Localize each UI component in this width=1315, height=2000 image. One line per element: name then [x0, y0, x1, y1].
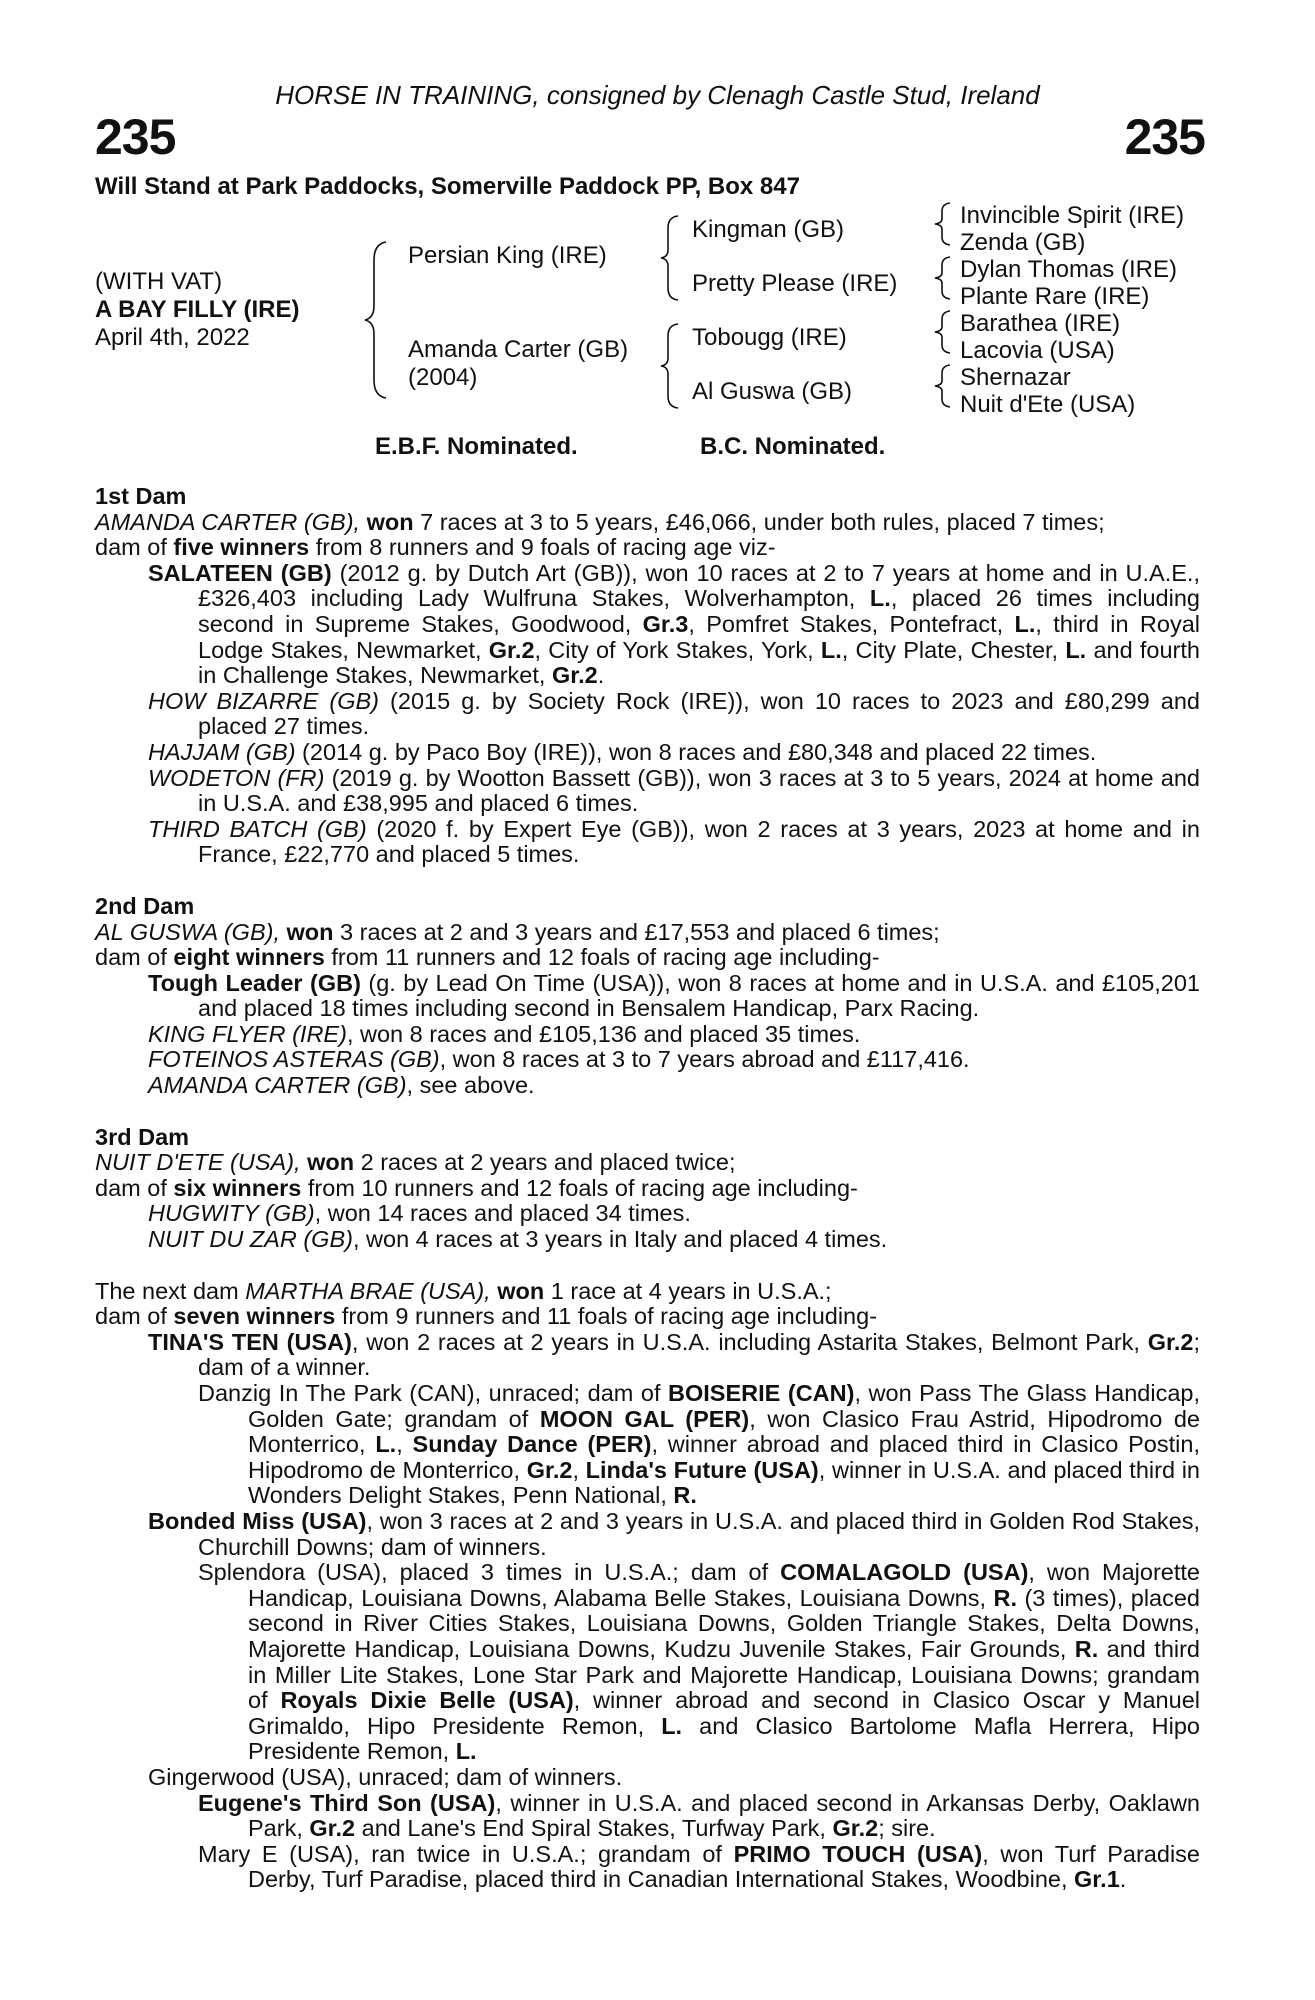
amanda-see-above: AMANDA CARTER (GB), see above.	[148, 1072, 535, 1099]
next-dam-line2: dam of seven winners from 9 runners and 11 foals of racing age including-	[95, 1303, 878, 1330]
pedigree-brace-sire	[658, 214, 682, 302]
ebf-nominated: E.B.F. Nominated.	[375, 433, 578, 460]
first-dam-line2: dam of five winners from 8 runners and 9 foals of racing age viz-	[95, 534, 776, 561]
mary-e-entry: Mary E (USA), ran twice in U.S.A.; grandam of PRIMO TOUCH (USA), won Turf Paradise Derby, Turf Paradise, placed third in Canadian International Stakes, Woodbine, Gr.1.	[198, 1840, 1200, 1893]
danzig-entry: Danzig In The Park (CAN), unraced; dam of BOISERIE (CAN), won Pass The Glass Handicap, Golden Gate; grandam of MOON GAL (PER), won Clasico Frau Astrid, Hipodromo de Monterrico, L., Sunday Dance (PER), winner abroad and placed third in Clasico Postin, Hipodromo de Monterrico, Gr.2, Linda's Future (USA), winner in U.S.A. and placed third in Wonders Delight Stakes, Penn National, R.	[198, 1380, 1201, 1509]
lot-number-right: 235	[1124, 109, 1205, 165]
wodeton-entry: WODETON (FR) (2019 g. by Wootton Bassett (GB)), won 3 races at 3 to 5 years, 2024 at home and in U.S.A. and £38,995 and placed 6 times.	[148, 764, 1200, 817]
pedigree-brace-sd	[932, 255, 954, 301]
next-dam-line1: The next dam MARTHA BRAE (USA), won 1 race at 4 years in U.S.A.;	[95, 1277, 832, 1304]
pedigree-brace-dam	[658, 322, 682, 410]
vat-note: (WITH VAT)	[95, 268, 223, 295]
dam: Amanda Carter (GB)	[408, 336, 629, 363]
sds: Dylan Thomas (IRE)	[960, 256, 1177, 283]
ddd: Nuit d'Ete (USA)	[960, 391, 1136, 418]
sdd: Plante Rare (IRE)	[960, 283, 1150, 310]
stand-location: Will Stand at Park Paddocks, Somerville Paddock PP, Box 847	[95, 173, 800, 200]
second-dam-heading: 2nd Dam	[95, 892, 195, 919]
consignor-title: HORSE IN TRAINING, consigned by Clenagh Castle Stud, Ireland	[275, 80, 1040, 110]
hugwity-entry: HUGWITY (GB), won 14 races and placed 34 times.	[148, 1200, 691, 1227]
tough-leader-entry: Tough Leader (GB) (g. by Lead On Time (USA)), won 8 races at home and in U.S.A. and £105,201 and placed 18 times including second in Bensalem Handicap, Parx Racing.	[148, 969, 1200, 1022]
eugene-entry: Eugene's Third Son (USA), winner in U.S.A. and placed second in Arkansas Derby, Oaklawn Park, Gr.2 and Lane's End Spiral Stakes, Turfway Park, Gr.2; sire.	[198, 1789, 1200, 1842]
nuit-du-zar-entry: NUIT DU ZAR (GB), won 4 races at 3 years in Italy and placed 4 times.	[148, 1226, 888, 1253]
sss: Invincible Spirit (IRE)	[960, 202, 1185, 229]
gingerwood-entry: Gingerwood (USA), unraced; dam of winners.	[148, 1763, 623, 1790]
lot-number-left: 235	[95, 109, 176, 165]
dss: Barathea (IRE)	[960, 310, 1121, 337]
dsd: Lacovia (USA)	[960, 337, 1115, 364]
horse-name: A BAY FILLY (IRE)	[95, 296, 300, 323]
dam-dam: Al Guswa (GB)	[692, 378, 853, 405]
second-dam-line2: dam of eight winners from 11 runners and 12 foals of racing age including-	[95, 944, 880, 971]
ssd: Zenda (GB)	[960, 229, 1086, 256]
pedigree-brace-ds	[932, 309, 954, 355]
sire-sire: Kingman (GB)	[692, 216, 845, 243]
salateen-entry: SALATEEN (GB) (2012 g. by Dutch Art (GB)), won 10 races at 2 to 7 years at home and in U.A.E., £326,403 including Lady Wulfruna Stakes, Wolverhampton, L., placed 26 times including second in Supreme Stakes, Goodwood, Gr.3, Pomfret Stakes, Pontefract, L., third in Royal Lodge Stakes, Newmarket, Gr.2, City of York Stakes, York, L., City Plate, Chester, L. and fourth in Challenge Stakes, Newmarket, Gr.2.	[148, 559, 1201, 689]
splendora-entry: Splendora (USA), placed 3 times in U.S.A.; dam of COMALAGOLD (USA), won Majorette Handicap, Louisiana Downs, Alabama Belle Stakes, Louisiana Downs, R. (3 times), placed second in River Cities Stakes, Louisiana Downs, Golden Triangle Stakes, Delta Downs, Majorette Handicap, Louisiana Downs, Kudzu Juvenile Stakes, Fair Grounds, R. and third in Miller Lite Stakes, Lone Star Park and Majorette Handicap, Louisiana Downs; grandam of Royals Dixie Belle (USA), winner abroad and second in Clasico Oscar y Manuel Grimaldo, Hipo Presidente Remon, L. and Clasico Bartolome Mafla Herrera, Hipo Presidente Remon, L.	[198, 1559, 1201, 1765]
dam-sire: Tobougg (IRE)	[692, 324, 847, 351]
foteinos-entry: FOTEINOS ASTERAS (GB), won 8 races at 3 to 7 years abroad and £117,416.	[148, 1046, 970, 1073]
bc-nominated: B.C. Nominated.	[700, 433, 886, 460]
pedigree-brace-ss	[932, 201, 954, 247]
dds: Shernazar	[960, 364, 1071, 391]
king-flyer-entry: KING FLYER (IRE), won 8 races and £105,136 and placed 35 times.	[148, 1020, 861, 1047]
sire: Persian King (IRE)	[408, 242, 607, 269]
pedigree-brace-dd	[932, 363, 954, 409]
tinas-ten-entry: TINA'S TEN (USA), won 2 races at 2 years in U.S.A. including Astarita Stakes, Belmont Park, Gr.2; dam of a winner.	[148, 1328, 1200, 1381]
second-dam-line1: AL GUSWA (GB), won 3 races at 2 and 3 years and £17,553 and placed 6 times;	[95, 918, 940, 945]
third-dam-heading: 3rd Dam	[95, 1123, 190, 1150]
pedigree-brace-main	[362, 240, 390, 400]
bonded-miss-entry: Bonded Miss (USA), won 3 races at 2 and 3 years in U.S.A. and placed third in Golden Rod Stakes, Churchill Downs; dam of winners.	[148, 1507, 1200, 1560]
dam-sections	[95, 484, 1200, 1893]
sire-dam: Pretty Please (IRE)	[692, 270, 898, 297]
dam-year: (2004)	[408, 364, 478, 391]
third-dam-line1: NUIT D'ETE (USA), won 2 races at 2 years and placed twice;	[95, 1149, 736, 1176]
third-dam-line2: dam of six winners from 10 runners and 12 foals of racing age including-	[95, 1174, 858, 1201]
hajjam-entry: HAJJAM (GB) (2014 g. by Paco Boy (IRE)), won 8 races and £80,348 and placed 22 times.	[148, 738, 1097, 765]
third-batch-entry: THIRD BATCH (GB) (2020 f. by Expert Eye (GB)), won 2 races at 3 years, 2023 at home and in France, £22,770 and placed 5 times.	[148, 815, 1200, 868]
how-bizarre-entry: HOW BIZARRE (GB) (2015 g. by Society Rock (IRE)), won 10 races to 2023 and £80,299 and placed 27 times.	[148, 687, 1200, 740]
first-dam-line1: AMANDA CARTER (GB), won 7 races at 3 to 5 years, £46,066, under both rules, placed 7 times;	[95, 508, 1105, 535]
foaling-date: April 4th, 2022	[95, 324, 250, 351]
first-dam-heading: 1st Dam	[95, 483, 187, 509]
